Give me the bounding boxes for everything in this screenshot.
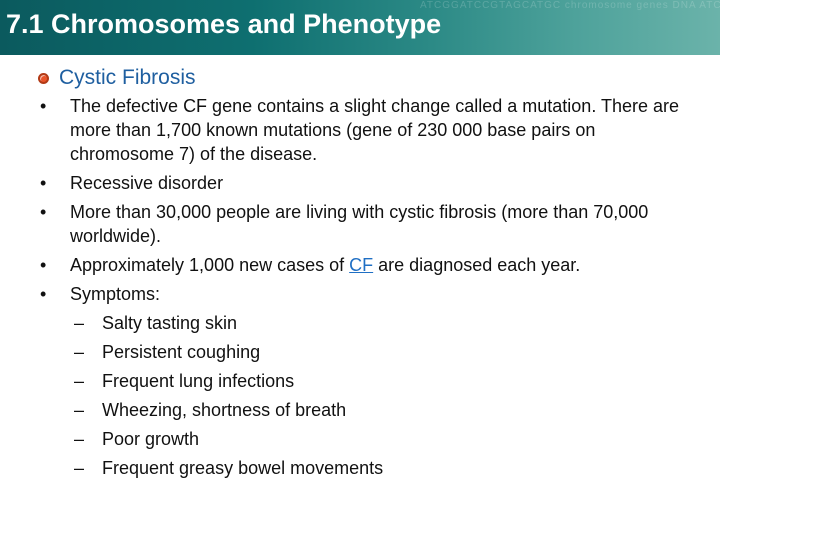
bullet-marker: • [40, 96, 47, 116]
sub-list-item [74, 398, 700, 422]
bullet-list [40, 94, 700, 485]
sub-list-item [74, 340, 700, 364]
bullet-marker: • [40, 202, 47, 222]
symptom-text: Poor growth [102, 429, 200, 449]
sub-list-item [74, 456, 700, 480]
list-item-text: Recessive disorder [70, 173, 224, 193]
header-watermark: ATCGGATCCGTAGCATGC chromosome genes DNA ATCGGATCC phenotype [420, 0, 829, 11]
dash-marker: – [74, 458, 85, 478]
list-item [40, 253, 700, 277]
cf-link[interactable]: CF [349, 255, 374, 275]
text-before-link: Approximately 1,000 new cases of [70, 255, 350, 275]
dash-marker: – [74, 400, 85, 420]
text-after-link: are diagnosed each year. [373, 255, 581, 275]
dash-marker: – [74, 313, 85, 333]
symptom-text: Frequent lung infections [102, 371, 295, 391]
section-heading [38, 66, 196, 90]
list-item-text [70, 253, 700, 277]
dash-marker: – [74, 342, 85, 362]
sub-list-item [74, 311, 700, 335]
list-item-text: The defective CF gene contains a slight change called a mutation. There are more than 1,700 known mutations (gene of 230 000 base pairs on chromosome 7) of the disease. [70, 96, 680, 164]
list-item-text: Symptoms: [70, 284, 161, 304]
slide-title: 7.1 Chromosomes and Phenotype [6, 9, 442, 39]
sub-list-item [74, 427, 700, 451]
section-title: Cystic Fibrosis [59, 66, 196, 89]
bullet-marker: • [40, 284, 47, 304]
dash-marker: – [74, 429, 85, 449]
slide-header [0, 0, 829, 55]
symptom-text: Salty tasting skin [102, 313, 238, 333]
list-item [40, 94, 700, 166]
bullet-marker: • [40, 255, 47, 275]
symptom-text: Wheezing, shortness of breath [102, 400, 347, 420]
list-item [40, 200, 700, 248]
symptom-text: Frequent greasy bowel movements [102, 458, 384, 478]
sub-list-item [74, 369, 700, 393]
orange-bullet-icon [38, 73, 49, 84]
list-item-text: More than 30,000 people are living with cystic fibrosis (more than 70,000 worldwide). [70, 202, 649, 246]
list-item [40, 282, 700, 306]
dash-marker: – [74, 371, 85, 391]
list-item [40, 171, 700, 195]
bullet-marker: • [40, 173, 47, 193]
symptom-text: Persistent coughing [102, 342, 261, 362]
